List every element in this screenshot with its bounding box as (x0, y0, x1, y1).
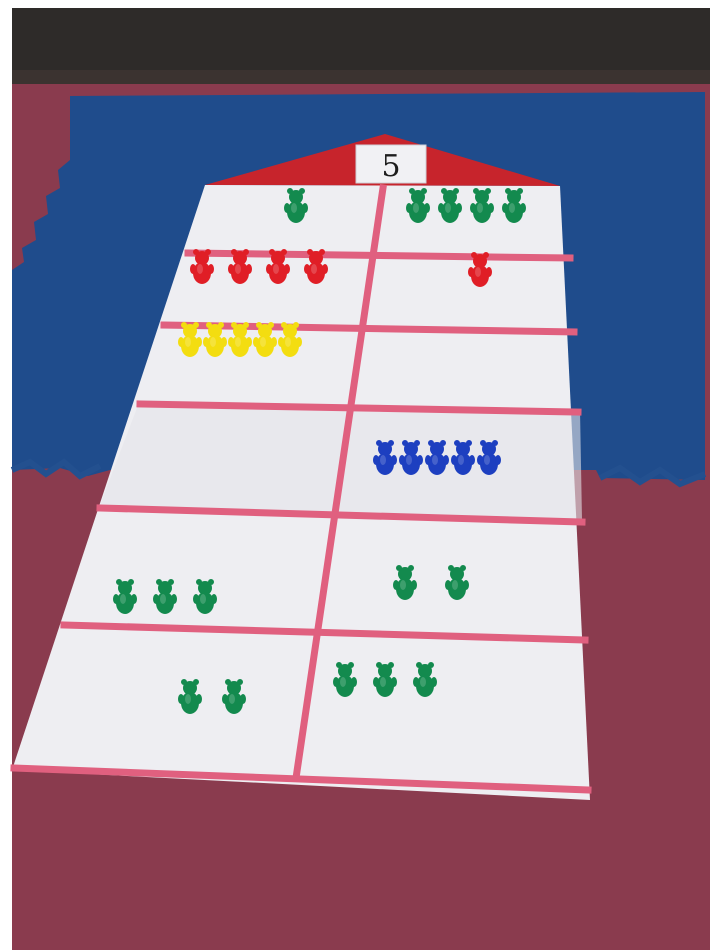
house-number: 5 (381, 149, 401, 184)
